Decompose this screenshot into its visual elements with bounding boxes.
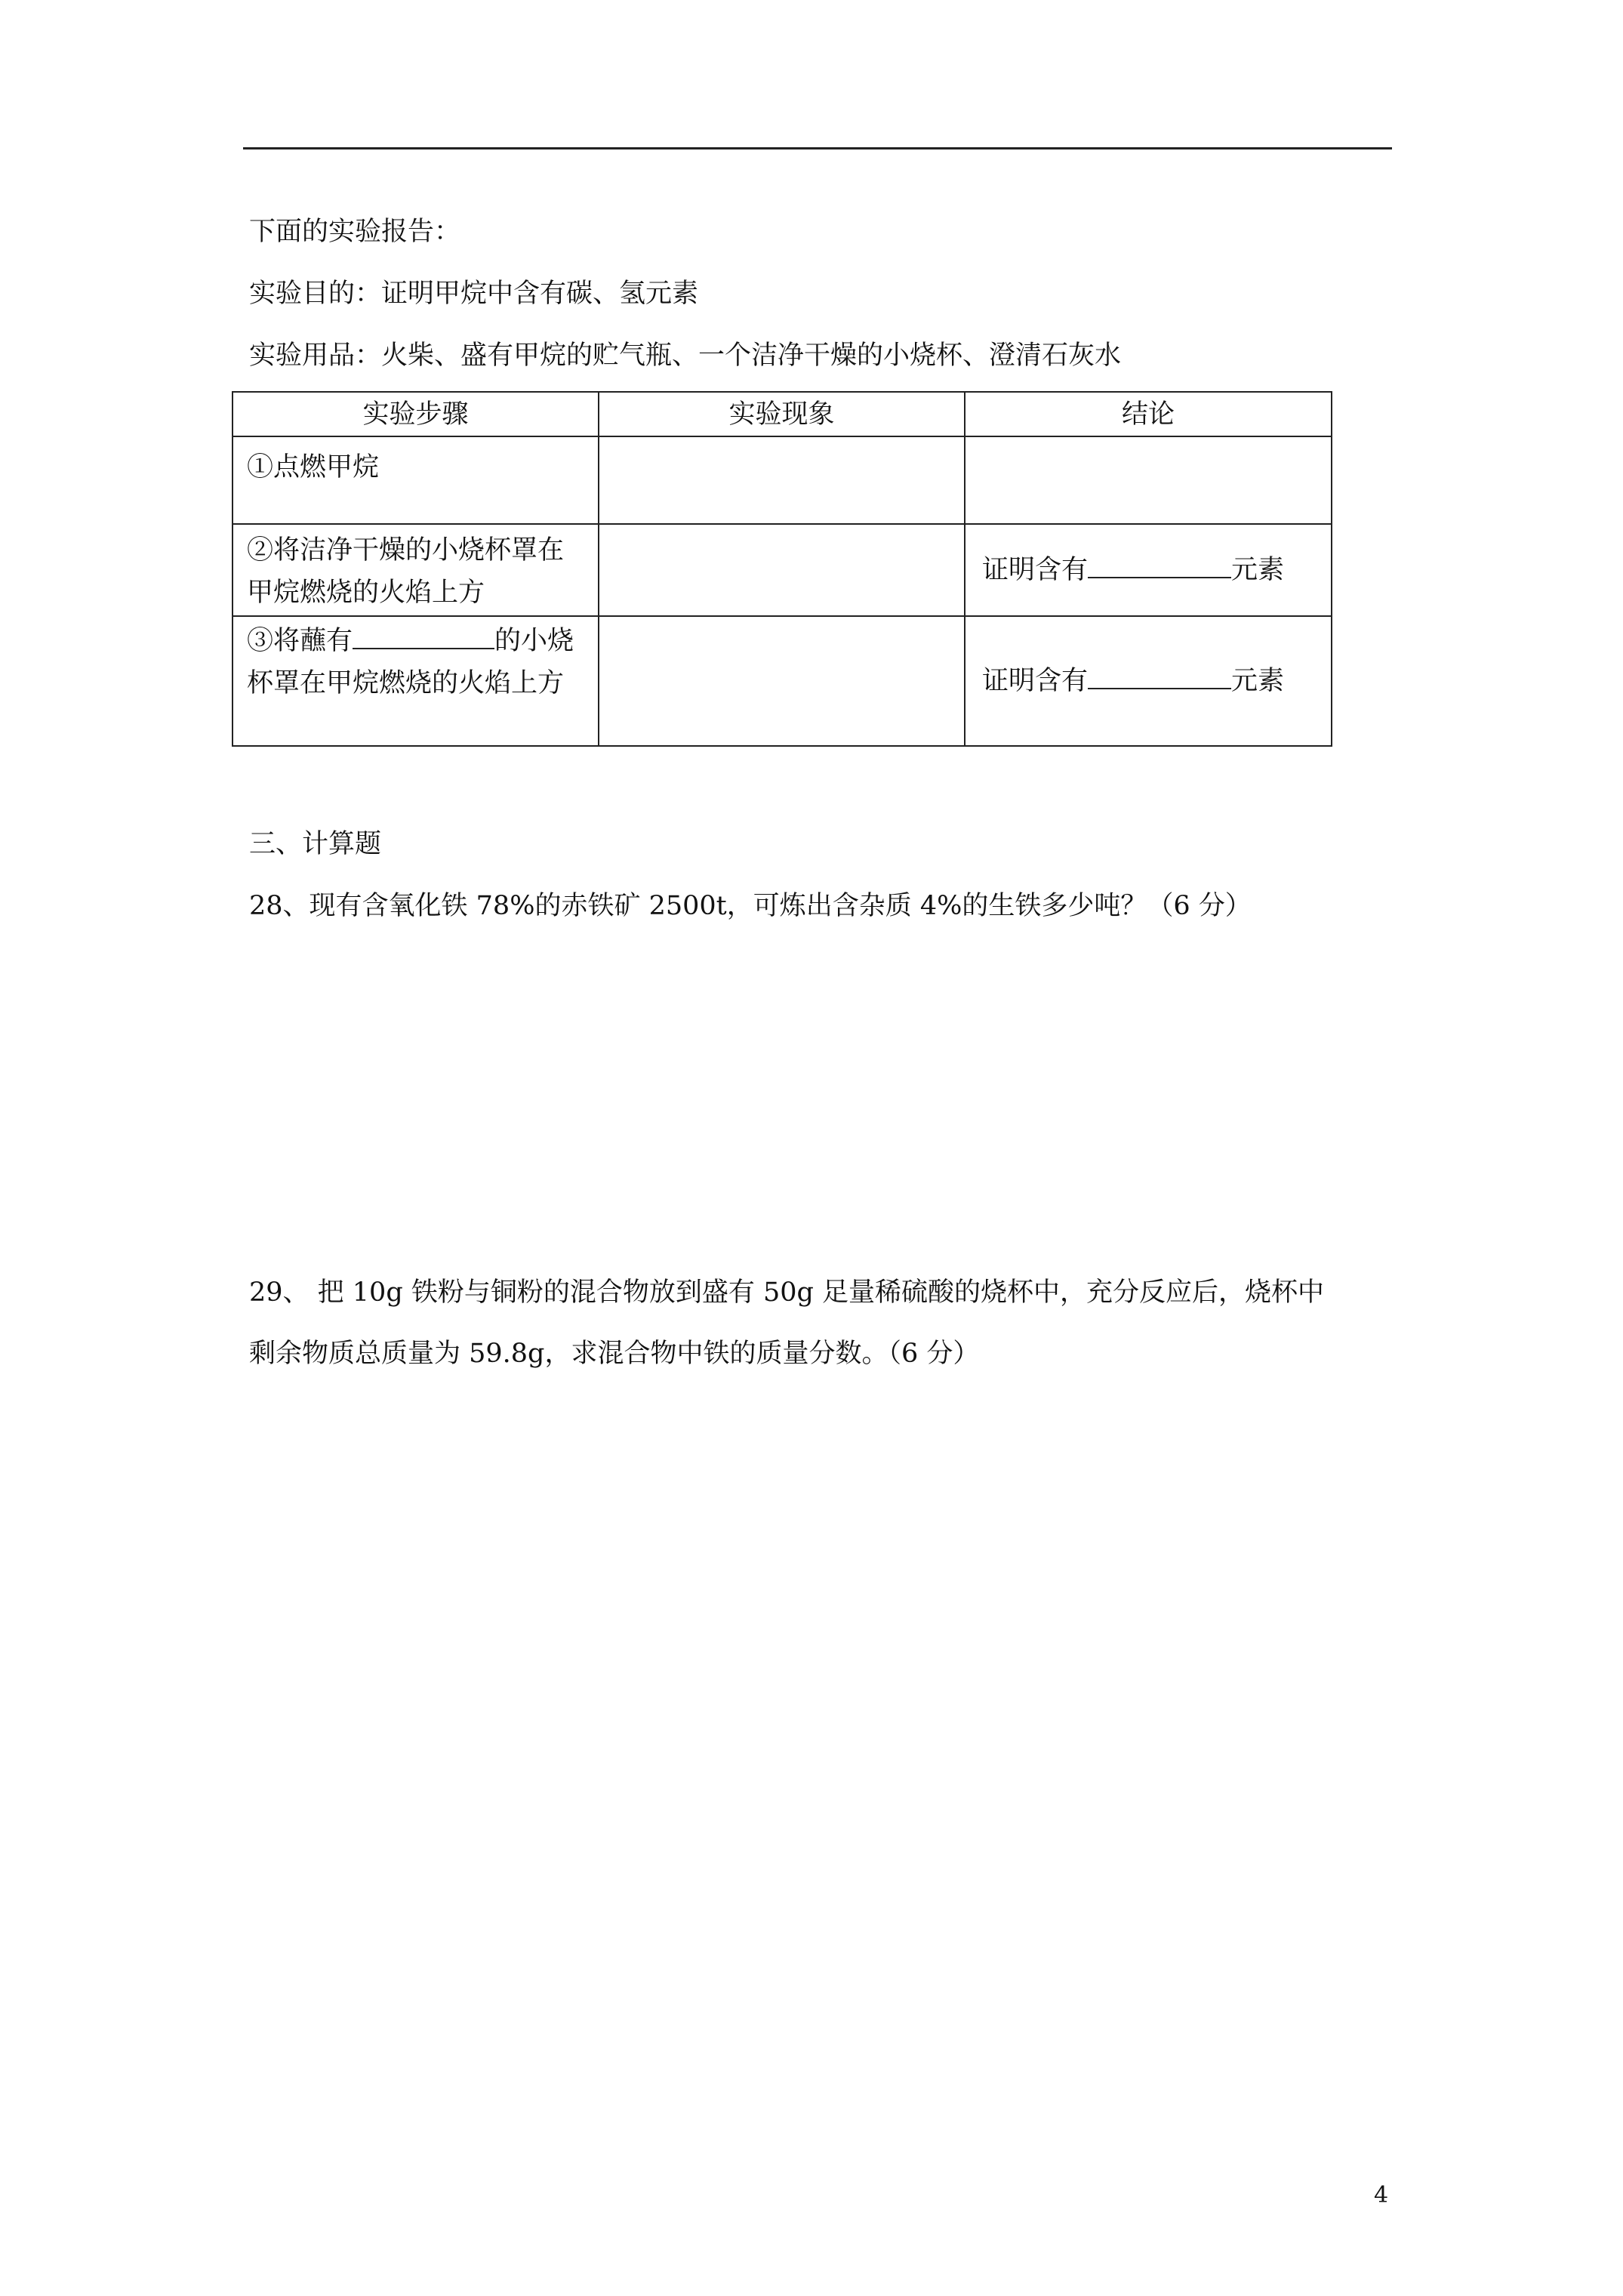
header-phenomenon: 实验现象 xyxy=(599,392,965,436)
row3-conclusion xyxy=(965,660,1331,702)
row2-conclusion xyxy=(965,549,1331,591)
question-29-line2: 剩余物质总质量为 59.8g，求混合物中铁的质量分数。（6 分） xyxy=(249,1339,980,1369)
row1-step-cell xyxy=(233,436,599,524)
row2-conclusion-prefix: 证明含有 xyxy=(982,555,1089,585)
row3-step-suffix: 的小烧杯罩在甲烷燃烧的火焰上方 xyxy=(247,626,574,698)
question-29-line1: 29、 把 10g 铁粉与铜粉的混合物放到盛有 50g 足量稀硫酸的烧杯中，充分反应后，烧杯中 xyxy=(249,1277,1325,1308)
row3-conclusion-prefix: 证明含有 xyxy=(982,666,1089,696)
row2-phenomenon xyxy=(599,525,964,534)
row2-phenomenon-cell xyxy=(599,524,965,616)
row2-conclusion-cell xyxy=(965,524,1332,616)
row3-phenomenon xyxy=(599,617,964,626)
page-number: 4 xyxy=(1374,2182,1389,2208)
table-header-row xyxy=(233,392,1332,436)
row3-answer-blank xyxy=(353,624,494,649)
row3-conclusion-suffix: 元素 xyxy=(1231,666,1285,696)
header-rule xyxy=(243,147,1392,149)
experiment-purpose: 实验目的：证明甲烷中含有碳、氢元素 xyxy=(249,279,699,309)
row3-phenomenon-cell xyxy=(599,616,965,746)
table-row xyxy=(233,436,1332,524)
experiment-report-table xyxy=(232,391,1332,747)
row2-conclusion-suffix: 元素 xyxy=(1231,555,1285,585)
row1-conclusion-cell xyxy=(965,436,1332,524)
row3-answer-blank-2 xyxy=(1088,664,1231,689)
row3-step-prefix: ③将蘸有 xyxy=(247,626,353,656)
section-title: 三、计算题 xyxy=(249,829,382,859)
header-conclusion: 结论 xyxy=(965,392,1332,436)
row1-phenomenon-cell xyxy=(599,436,965,524)
row1-conclusion xyxy=(965,437,1331,446)
row2-step-cell xyxy=(233,524,599,616)
experiment-materials: 实验用品：火柴、盛有甲烷的贮气瓶、一个洁净干燥的小烧杯、澄清石灰水 xyxy=(249,341,1122,371)
question-28: 28、现有含氧化铁 78%的赤铁矿 2500t，可炼出含杂质 4%的生铁多少吨？（6 分） xyxy=(249,891,1252,921)
table-row xyxy=(233,616,1332,746)
row1-step: ①点燃甲烷 xyxy=(247,452,380,482)
table-row xyxy=(233,524,1332,616)
row3-step-cell xyxy=(233,616,599,746)
row1-phenomenon xyxy=(599,437,964,446)
row3-conclusion-cell xyxy=(965,616,1332,746)
row2-step: ②将洁净干燥的小烧杯罩在甲烷燃烧的火焰上方 xyxy=(247,535,565,608)
header-step: 实验步骤 xyxy=(233,392,599,436)
row3-step xyxy=(233,617,598,704)
intro-text: 下面的实验报告： xyxy=(249,217,461,247)
row2-answer-blank xyxy=(1088,553,1231,578)
